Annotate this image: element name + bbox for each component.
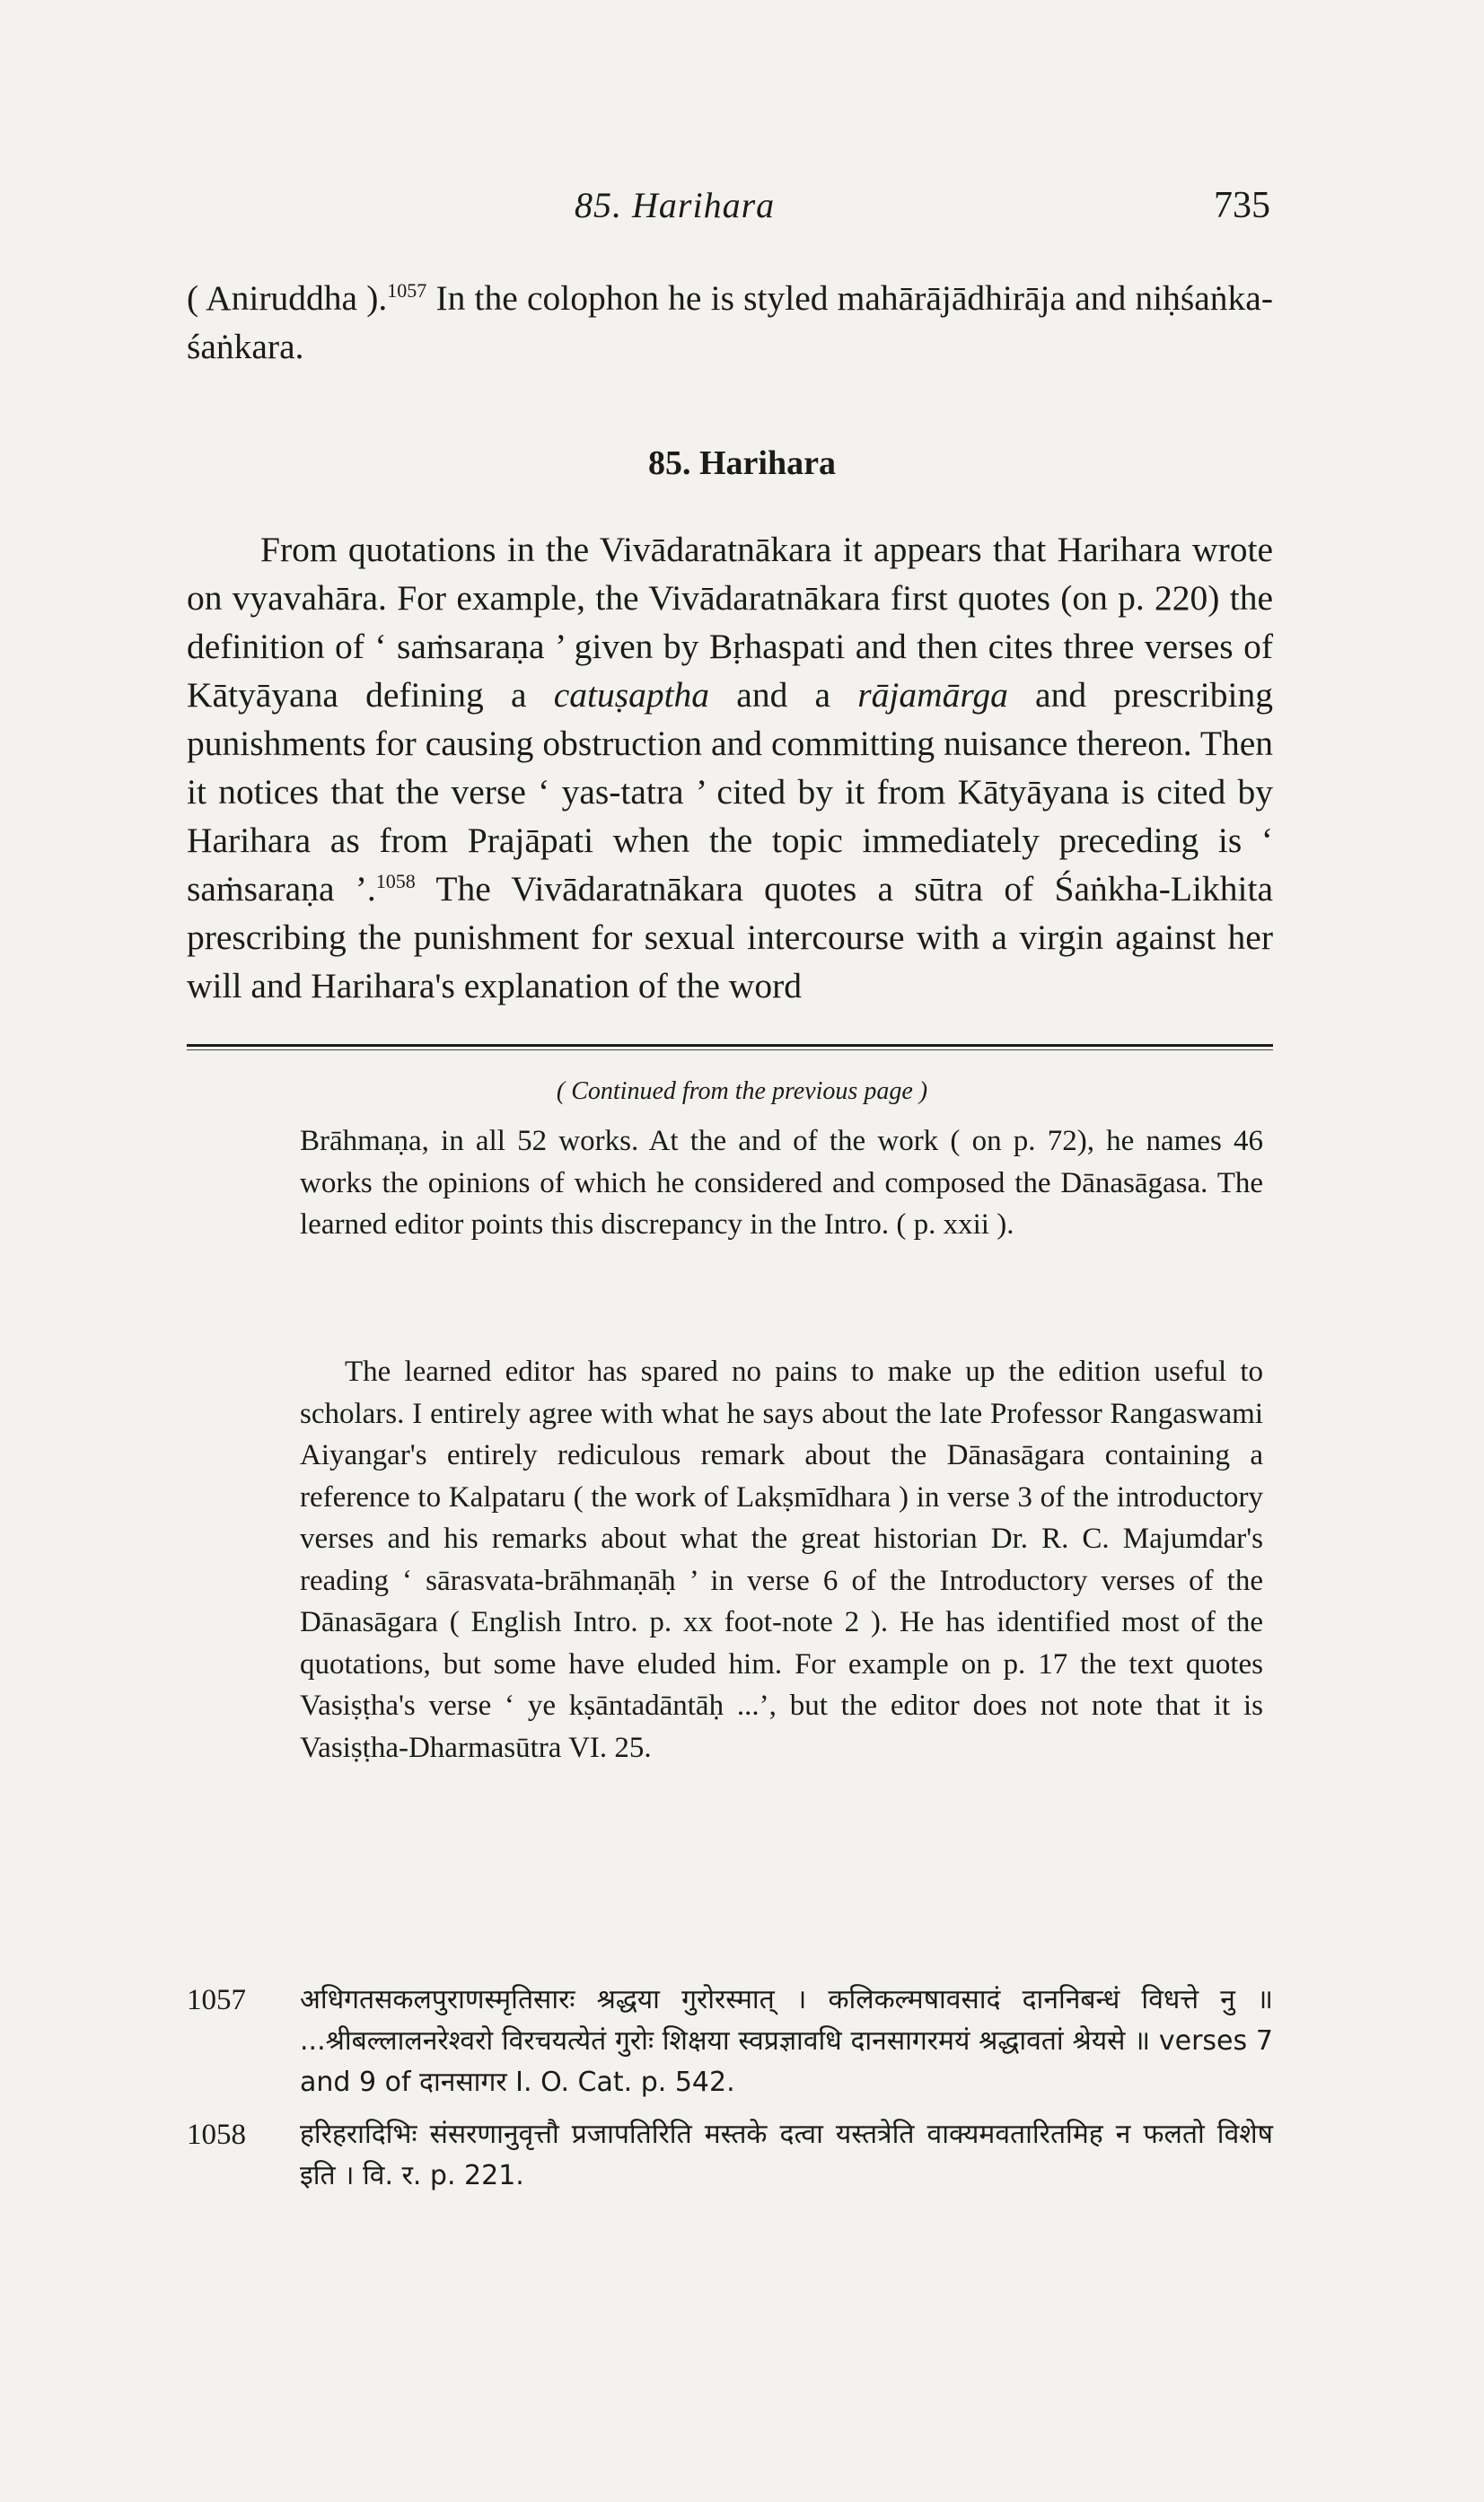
footnote-ref-1058[interactable]: 1058 (375, 869, 416, 892)
main-text-4: The Vivādaratnākara quotes a sūtra of Śaṅkha-Likhita prescribing the punishment for sexual intercourse with a virgin against her will and Harihara's explanation of the word (187, 869, 1273, 1005)
footnote-separator-rule (187, 1044, 1273, 1047)
footnote-ref-1057[interactable]: 1057 (387, 278, 427, 302)
footnote-text: हरिहरादिभिः संसरणानुवृत्तौ प्रजापतिरिति मस्तके दत्वा यस्तत्रेति वाक्यमवतारितमिह न फलतो विशेष इति । वि. र. p. 221. (300, 2119, 1273, 2191)
footnote-text: अधिगतसकलपुराणस्मृतिसारः श्रद्धया गुरोरस्मात् । कलिकल्मषावसादं दाननिबन्धं विधत्ते नु ॥ ...श्रीबल्लालनरेश्वरो विरचयत्येतं गुरोः शिक्षया स्वप्रज्ञावधि दानसागरमयं श्रद्धावतां श्रेयसे ॥ verses 7 and 9 of दानसागर I. O. Cat. p. 542. (300, 1984, 1273, 2098)
continued-footnote-paragraph: Brāhmaṇa, in all 52 works. At the and of the work ( on p. 72), he names 46 works the opinions of which he considered and composed the Dānasāgasa. The learned editor points this discrepancy in the Intro. ( p. xxii ). (300, 1125, 1263, 1241)
footnote-separator-rule-thin (187, 1049, 1273, 1050)
footnote-number: 1058 (187, 2119, 246, 2151)
running-head (0, 184, 1484, 238)
main-paragraph (187, 525, 1273, 1010)
section-heading: 85. Harihara (648, 444, 836, 482)
italic-term-catuspatha: catuṣaptha (553, 675, 710, 715)
page-number: 735 (1214, 185, 1270, 226)
continuation-text-start: ( Aniruddha ). (187, 278, 388, 318)
continued-label: ( Continued from the previous page ) (556, 1077, 928, 1105)
main-text-3: and prescribing punishments for causing obstruction and committing nuisance thereon. Then it notices that the verse ‘ yas-tatra ’ cited by it from Kātyāyana is cited by Harihara as from Prajāpati when the topic immediately preceding is ‘ saṁsaraṇa ’. (187, 675, 1273, 909)
main-text-1: From quotations in the Vivādaratnākara it appears that Harihara wrote on vyavahāra. For example, the Vivādaratnākara first quotes (on p. 220) the definition of ‘ saṁsaraṇa ’ given by Bṛhaspati and then cites three verses of Kātyāyana defining a (187, 530, 1273, 715)
main-text-2: and a (709, 675, 858, 715)
continuation-text-end: In the colophon he is styled mahārājādhirāja and niḥśaṅka-śaṅkara. (187, 278, 1273, 366)
footnote-number: 1057 (187, 1984, 246, 2016)
italic-term-rajamarga: rājamārga (857, 675, 1008, 715)
editor-footnote-paragraph: The learned editor has spared no pains to make up the edition useful to scholars. I entirely agree with what he says about the late Professor Rangaswami Aiyangar's entirely rediculous remark about the Dānasāgara containing a reference to Kalpataru ( the work of Lakṣmīdhara ) in verse 3 of the introductory verses and his remarks about what the great historian Dr. R. C. Majumdar's reading ‘ sārasvata-brāhmaṇāḥ ’ in verse 6 of the Introductory verses of the Dānasāgara ( English Intro. p. xx foot-note 2 ). He has identified most of the quotations, but some have eluded him. For example on p. 17 the text quotes Vasiṣṭha's verse ‘ ye kṣāntadāntāḥ ...’, but the editor does not note that it is Vasiṣṭha-Dharmasūtra VI. 25. (300, 1356, 1263, 1764)
continuation-paragraph (187, 274, 1273, 371)
running-head-title: 85. Harihara (575, 185, 776, 225)
